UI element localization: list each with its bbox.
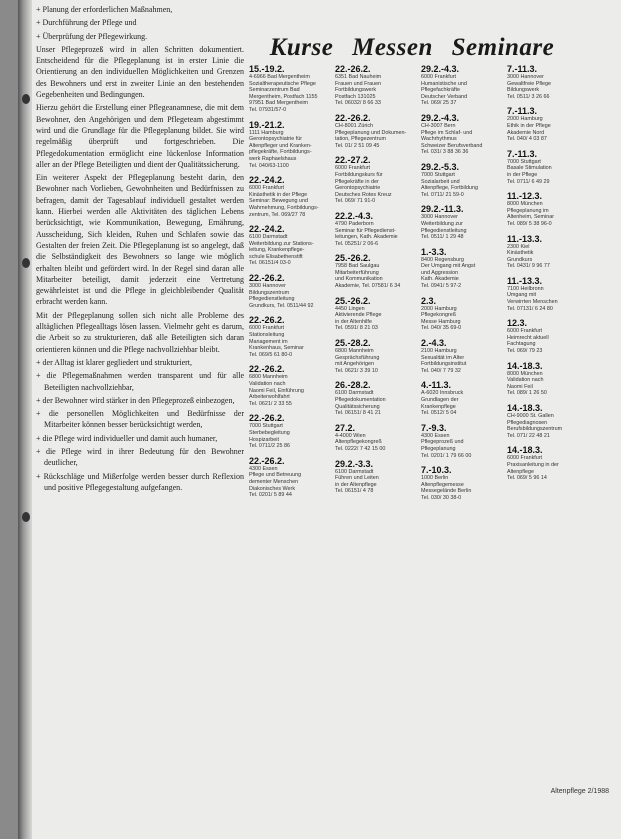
event-entry (335, 253, 417, 289)
event-detail-line: 8000 München (507, 201, 543, 208)
event-detail-line: mit Angehörigen (335, 361, 374, 368)
event-detail-line: Stationsleitung (249, 332, 285, 339)
event-date: 7.-11.3. (507, 106, 538, 117)
event-date: 11.-13.3. (507, 233, 543, 244)
event-detail-line: Wahrnehmung, Fortbildungs- (249, 204, 319, 211)
event-detail-line: 1000 Berlin (421, 475, 449, 482)
event-detail-line: Gesprächsführung (335, 354, 380, 361)
listing-column (421, 64, 503, 774)
event-detail-line: Pflegeplanung im (507, 207, 549, 214)
event-entry (249, 64, 331, 114)
event-detail-line: Tel. 0511/ 3 26 66 (507, 93, 550, 100)
event-detail-line: Naomi Feil (507, 383, 533, 390)
event-date: 27.2. (335, 422, 356, 433)
event-detail-line: Grundkurs, Tel. 0511/44 92 (249, 302, 314, 309)
event-detail-line: Mergentheim, Postfach 1155 (249, 93, 318, 100)
event-detail-line: Humanistische und (421, 80, 467, 87)
event-date: 7.-11.3. (507, 64, 538, 74)
event-detail-line: Umgang mit (507, 292, 537, 299)
event-detail-line: Tel. 0512/ 5 04 (421, 410, 457, 417)
event-date: 25.-26.2. (335, 253, 371, 264)
event-detail-line: 2300 Kiel (507, 243, 530, 250)
event-detail-line: Management im (249, 338, 288, 345)
event-date: 11.-13.3. (507, 275, 543, 286)
event-date: 14.-18.3. (507, 445, 543, 456)
article-bullet: + die Pflegemaßnahmen werden transparent und für alle Beteiligten nachvollziehbar, (36, 370, 244, 393)
event-detail-line: Tel. 031/ 3 88 36 36 (421, 149, 469, 156)
article-bullet: + die personellen Möglichkeiten und Bedürfnisse der Mitarbeiter können besser berücksichtigt werden, (36, 408, 244, 431)
event-entry (421, 338, 503, 374)
event-entry (335, 338, 417, 374)
event-detail-line: 6000 Frankfurt (421, 74, 457, 80)
event-detail-line: Seminar für Pflegedienst- (335, 227, 396, 234)
event-detail-line: Tel. 0511/ 1 29 48 (421, 234, 464, 241)
event-detail-line: 6100 Darmstadt (249, 234, 288, 241)
event-detail-line: Frauen und Frauen (335, 80, 382, 87)
event-detail-line: leitungen, Kath. Akademie (335, 234, 398, 241)
event-detail-line: Postfach 131025 (335, 93, 376, 100)
event-detail-line: Tel. 0431/ 9 96 77 (507, 263, 550, 270)
event-detail-line: Tel. 06151/ 8 41 21 (335, 410, 381, 417)
event-date: 11.-12.3. (507, 191, 543, 202)
event-date: 22.-27.2. (335, 155, 371, 166)
event-detail-line: 6800 Mannheim (335, 348, 374, 355)
event-detail-line: in der Altenhilfe (335, 318, 372, 325)
event-entry (335, 113, 417, 149)
event-date: 7.-11.3. (507, 148, 538, 159)
event-detail-line: Tel. 07931/57-0 (249, 106, 287, 113)
event-detail-line: 4-6966 Bad Mergentheim (249, 74, 310, 80)
event-detail-line: in der Pflege (507, 171, 538, 178)
event-detail-line: Tel. 06151/4 03-0 (249, 260, 291, 267)
event-entry (421, 423, 503, 459)
event-detail-line: Altenpflegemesse (421, 481, 464, 488)
event-detail-line: CH-9000 St. Gallen (507, 413, 554, 419)
event-date: 1.-3.3. (421, 246, 447, 257)
event-date: 22.-24.2. (249, 224, 285, 235)
event-detail-line: Sozialarbeit und (421, 178, 460, 185)
event-detail-line: Heimrecht aktuell (507, 334, 549, 341)
event-detail-line: Tel. 069/ 79 23 (507, 348, 543, 355)
event-detail-line: schule Elisabethenstift (249, 253, 303, 260)
event-date: 25.-26.2. (335, 295, 371, 306)
event-date: 26.-28.2. (335, 380, 371, 391)
event-entry (421, 296, 503, 332)
event-date: 25.-28.2. (335, 338, 371, 349)
event-entry (421, 162, 503, 198)
event-detail-line: Tel. 0201/ 5 89 44 (249, 492, 292, 499)
event-date: 7.-10.3. (421, 465, 452, 476)
event-detail-line: Grundlagen der (421, 397, 459, 403)
event-entry (335, 155, 417, 205)
event-entry (335, 211, 417, 247)
event-detail-line: Tel. 069/ 25 37 (421, 100, 457, 107)
event-detail-line: Pflegedokumentation (335, 397, 386, 403)
event-detail-line: 6000 Frankfurt (249, 185, 285, 192)
event-date: 22.-26.2. (249, 413, 285, 424)
event-detail-line: 4-4000 Wien (335, 432, 366, 439)
event-date: 29.2.-4.3. (421, 64, 460, 74)
event-detail-line: 6100 Darmstadt (335, 390, 374, 397)
event-detail-line: Sexualität im Alter (421, 354, 465, 361)
event-detail-line: Bildungswerk (507, 87, 540, 94)
event-date: 2.3. (421, 295, 437, 306)
event-date: 4.-11.3. (421, 380, 452, 391)
event-detail-line: Tel. 030/ 30 38-0 (421, 494, 462, 501)
article-paragraph: Unser Pflegeprozeß wird in allen Schritten dokumentiert. Entscheidend für die Pflegeplanung ist in erster Linie die Orientierung an den individuellen Möglichkeiten und Grenzen des Bewohners und erst in zweiter Linie an den bestehenden Gegebenheiten und Bedingungen. (36, 44, 244, 100)
event-detail-line: Deutscher Verband (421, 93, 468, 100)
event-detail-line: in der Altenpflege (335, 481, 377, 488)
event-detail-line: leitung, Krankenpflege- (249, 247, 305, 254)
event-detail-line: Tel. 069/ 71 91-0 (335, 198, 376, 205)
event-detail-line: Tel. 089/ 1 26 50 (507, 390, 547, 397)
event-detail-line: zentrum, Tel. 069/27 78 (249, 211, 306, 218)
event-date: 22.-26.2. (249, 455, 285, 466)
event-detail-line: 6100 Darmstadt (335, 468, 374, 475)
event-detail-line: 6000 Frankfurt (249, 325, 285, 332)
article-bullet: + Überprüfung der Pflegewirkung. (36, 31, 244, 42)
event-detail-line: Berufsbildungszentrum (507, 426, 563, 433)
article-bullet: + Durchführung der Pflege und (36, 17, 244, 28)
event-detail-line: 8000 München (507, 370, 543, 377)
event-detail-line: 7000 Stuttgart (507, 158, 541, 165)
event-entry (249, 315, 331, 358)
event-detail-line: Verwirrten Menschen (507, 299, 558, 306)
event-entry (421, 64, 503, 107)
event-detail-line: Tel. 06151/ 4 78 (335, 488, 374, 495)
article-bullet: + die Pflege wird individueller und damit auch humaner, (36, 433, 244, 444)
event-entry (507, 445, 589, 481)
event-date: 22.-26.2. (249, 273, 285, 284)
event-entry (507, 106, 589, 142)
event-detail-line: 2000 Hamburg (507, 116, 543, 123)
event-detail-line: 3000 Hannover (421, 214, 458, 221)
article-bullet: + Planung der erforderlichen Maßnahmen, (36, 4, 244, 15)
event-detail-line: Krankenpflege (421, 403, 456, 410)
event-date: 22.-24.2. (249, 175, 285, 186)
event-detail-line: Pflege und Betreuung (249, 472, 302, 479)
event-detail-line: Fortbildungswerk (335, 87, 377, 94)
event-entry (249, 456, 331, 499)
event-entry (249, 364, 331, 407)
event-date: 29.2.-5.3. (421, 161, 460, 172)
event-entry (249, 224, 331, 267)
event-detail-line: Praxisanleitung in der (507, 461, 559, 468)
event-detail-line: Ethik in der Pflege (507, 122, 551, 129)
article-bullet: + der Alltag ist klarer gegliedert und strukturiert, (36, 357, 244, 368)
event-detail-line: 6351 Bad Nauheim (335, 74, 382, 80)
event-detail-line: Tel. 0201/ 1 79 66 00 (421, 452, 472, 459)
event-date: 22.-26.2. (335, 112, 371, 123)
event-date: 22.-26.2. (335, 64, 371, 74)
event-date: 29.2.-4.3. (421, 112, 460, 123)
event-date: 2.-4.3. (421, 338, 447, 349)
event-date: 7.-9.3. (421, 422, 447, 433)
event-detail-line: Pflegedienstleitung (421, 227, 467, 234)
event-detail-line: Aktivierende Pflege (335, 312, 382, 319)
event-detail-line: dementer Menschen (249, 478, 299, 485)
event-detail-line: Mitarbeiterführung (335, 269, 379, 276)
event-detail-line: Grundkurs (507, 256, 533, 263)
event-detail-line: Diakonisches Werk (249, 485, 296, 492)
article-bullet: + die Pflege wird in ihrer Bedeutung für den Bewohner deutlicher, (36, 446, 244, 469)
event-detail-line: Altenheim, Seminar (507, 214, 555, 221)
event-detail-line: Pflegeplanung (421, 445, 456, 452)
event-detail-line: Fortbildungskurs für (335, 171, 383, 178)
event-detail-line: Tel. 089/ 5 38 96-0 (507, 220, 552, 227)
event-detail-line: und Kommunikation (335, 276, 383, 283)
event-detail-line: Sozialtherapeutische Pflege (249, 80, 316, 87)
event-detail-line: Kinästhetik in der Pflege (249, 191, 308, 198)
event-entry (421, 113, 503, 156)
event-entry (335, 296, 417, 332)
event-date: 15.-19.2. (249, 64, 285, 74)
event-detail-line: Pflegekongreß (421, 312, 457, 319)
event-detail-line: Tel. 069/ 5 96 14 (507, 475, 547, 482)
event-entry (249, 120, 331, 170)
event-detail-line: Pflegediagnosen (507, 419, 548, 426)
event-entry (335, 64, 417, 107)
event-detail-line: Akademie, Tel. 07581/ 6 34 (335, 283, 401, 290)
event-detail-line: Akademie Nord (507, 129, 545, 136)
event-date: 29.2.-3.3. (335, 458, 374, 469)
event-detail-line: Fachtagung (507, 341, 536, 348)
event-entry (507, 403, 589, 439)
event-entry (335, 380, 417, 416)
event-detail-line: Bildungszentrum (249, 289, 290, 296)
event-detail-line: Basale Stimulation (507, 165, 552, 172)
event-detail-line: 4450 Lingen (335, 305, 365, 312)
event-entry (421, 380, 503, 416)
event-detail-line: Führen und Leiten (335, 475, 379, 482)
event-detail-line: CH-8001 Zürich (335, 122, 374, 129)
event-detail-line: Gerontopsychiatrie (335, 185, 381, 192)
event-entry (421, 465, 503, 501)
event-detail-line: 4300 Essen (249, 465, 278, 472)
event-detail-line: Wachrhythmus (421, 136, 457, 143)
event-detail-line: Messe Hamburg (421, 318, 461, 325)
event-entry (507, 64, 589, 100)
event-detail-line: Qualitätssicherung (335, 403, 380, 410)
event-entry (507, 361, 589, 397)
event-detail-line: 1111 Hamburg (249, 129, 284, 136)
article-bullet: + der Bewohner wird stärker in den Pflegeprozeß einbezogen, (36, 395, 244, 406)
event-detail-line: 97951 Bad Mergentheim (249, 100, 309, 107)
event-entry (249, 413, 331, 449)
event-entry (507, 191, 589, 227)
event-detail-line: Tel. 01/ 2 51 09 45 (335, 142, 380, 149)
event-detail-line: Tel. 069/5 61 80-0 (249, 351, 293, 358)
event-detail-line: Weiterbildung zur (421, 220, 463, 227)
event-detail-line: Tel. 0711/ 21 59-0 (421, 191, 464, 198)
section-title: Kurse Messen Seminare (269, 34, 555, 61)
event-date: 14.-18.3. (507, 360, 543, 371)
article-paragraph: Mit der Pflegeplanung sollen sich nicht alle Probleme des alltäglichen Pflegealltags lösen lassen. Vielmehr geht es darum, die Arbeit so zu strukturieren, daß alle Beteiligten sich daran orientieren können und die Pflege nachvollziehbar bleibt. (36, 310, 244, 354)
listing-column (249, 64, 331, 774)
event-detail-line: tation, Pflegezentrum (335, 136, 386, 143)
event-entry (335, 459, 417, 495)
event-entry (507, 234, 589, 270)
event-detail-line: Gerontopsychiatrie für (249, 136, 303, 143)
event-detail-line: 2000 Hamburg (421, 305, 457, 312)
event-detail-line: Tel. 07131/ 6 24 80 (507, 305, 553, 312)
event-detail-line: 6000 Frankfurt (335, 165, 371, 172)
event-detail-line: Tel. 040/ 4 03 87 (507, 136, 547, 143)
event-detail-line: 4790 Paderborn (335, 220, 374, 227)
event-detail-line: Tel. 040/63-1100 (249, 162, 289, 169)
event-detail-line: Der Umgang mit Angst (421, 263, 476, 270)
event-entry (507, 276, 589, 312)
event-date: 29.2.-11.3. (421, 204, 464, 215)
event-detail-line: 7000 Stuttgart (421, 171, 455, 178)
event-detail-line: Tel. 040/ 7 79 32 (421, 367, 461, 374)
event-entry (249, 175, 331, 218)
event-detail-line: 8400 Regensburg (421, 256, 464, 263)
punch-hole (22, 94, 30, 104)
event-detail-line: Gewaltfreie Pflege (507, 80, 552, 87)
event-detail-line: Validation nach (249, 381, 286, 387)
page-footer: Altenpflege 2/1988 (550, 788, 609, 795)
event-entry (507, 149, 589, 185)
event-detail-line: Fortbildungsinstitut (421, 361, 467, 368)
event-detail-line: Tel. 0711/ 6 49 29 (507, 178, 550, 185)
event-listing-grid (249, 64, 589, 774)
event-detail-line: 6000 Frankfurt (507, 455, 543, 462)
event-detail-line: Tel. 05251/ 2 06-6 (335, 240, 379, 247)
event-date: 22.-26.2. (249, 364, 285, 375)
event-detail-line: Deutsches Rotes Kreuz (335, 191, 392, 198)
event-entry (507, 318, 589, 354)
article-paragraph: Hierzu gehört die Erstellung einer Pflegeanamnese, die mit dem Bewohner, den Angehörigen und dem Pflegeteam abgestimmt wird und die Grundlage für die Pflegeplanung bildet. Sie wird regelmäßig überprüft und fortgeschrieben. Die Pflegedokumentation ermöglicht eine lückenlose Information aller an der Pflege Beteiligten und dient der Qualitätssicherung. (36, 103, 244, 169)
event-detail-line: Schweizer Berufsverband (421, 142, 483, 149)
event-detail-line: A-6020 Innsbruck (421, 390, 464, 397)
article-paragraph: Ein weiterer Aspekt der Pflegeplanung besteht darin, den Bewohner nach Vorlieben, Gewohnheiten und Bedürfnissen zu befragen, damit der Tagesablauf individuell gestaltet werden kann. Hierbei werden alle Aktivitäten des täglichen Lebens berücksichtigt, wie Kommunikation, Bewegung, Ernährung, Ausscheidung, Sich kleiden, Ruhen und Schlafen sowie das Gestalten der freien Zeit. Die Pflegeplanung ist so angelegt, daß die Selbständigkeit des Bewohners so lange wie möglich erhalten bleibt und gefördert wird. In der Regel sind daran alle Mitarbeiter beteiligt, damit jederzeit eine Vertretung gewährleistet ist und die Pflege in gleichbleibender Qualität erbracht werden kann. (36, 173, 244, 307)
article-text-column (36, 4, 244, 495)
event-detail-line: Messegelände Berlin (421, 488, 472, 495)
punch-hole (22, 258, 30, 268)
event-detail-line: Kath. Akademie (421, 276, 459, 283)
event-detail-line: Pflegedienstleitung (249, 296, 295, 303)
event-detail-line: 6000 Frankfurt (507, 328, 543, 335)
event-detail-line: Tel. 071/ 22 48 21 (507, 432, 550, 439)
page-fold (18, 0, 32, 839)
event-detail-line: Validation nach (507, 377, 544, 384)
event-detail-line: Pflegefachkräfte (421, 87, 460, 94)
event-date: 19.-21.2. (249, 119, 285, 130)
event-date: 22.2.-4.3. (335, 210, 374, 221)
event-entry (421, 247, 503, 290)
event-detail-line: werk Raphaelshaus (249, 155, 297, 162)
event-detail-line: Naomi Feil, Einführung (249, 387, 304, 394)
event-detail-line: Altenpfleger und Kranken- (249, 142, 312, 149)
event-detail-line: 4300 Essen (421, 432, 450, 439)
event-detail-line: Hospizarbeit (249, 436, 279, 443)
event-detail-line: Tel. 0711/2 25 86 (249, 443, 290, 450)
article-bullet: + Rückschläge und Mißerfolge werden besser durch Reflexion und positive Pflegegestaltung aufgefangen. (36, 471, 244, 494)
event-detail-line: Krankenhaus, Seminar (249, 345, 304, 352)
event-detail-line: Pflegeprozeß und (421, 439, 464, 446)
event-detail-line: 7100 Heilbronn (507, 285, 544, 292)
event-detail-line: Pflege im Schlaf- und (421, 129, 473, 136)
event-entry (249, 273, 331, 309)
event-detail-line: Tel. 0222/ 7 42 15 00 (335, 445, 386, 452)
event-detail-line: Arbeiterwohlfahrt (249, 394, 290, 401)
event-detail-line: Altenpflege (507, 468, 534, 475)
event-detail-line: 2100 Hamburg (421, 348, 457, 355)
event-detail-line: und Aggression (421, 269, 459, 276)
event-detail-line: Pflegeplanung und Dokumen- (335, 129, 407, 136)
event-detail-line: Altenpflege, Fortbildung (421, 185, 478, 192)
event-date: 12.3. (507, 318, 528, 329)
event-detail-line: Sterbebegleitung (249, 429, 290, 436)
punch-hole (22, 512, 30, 522)
listing-column (507, 64, 589, 774)
event-detail-line: Altenpflegekongreß (335, 439, 382, 446)
event-detail-line: 3000 Hannover (507, 74, 544, 80)
event-date: 22.-26.2. (249, 315, 285, 326)
event-detail-line: Pflegekräfte in der (335, 178, 379, 185)
event-detail-line: Weiterbildung zur Stations- (249, 240, 314, 247)
event-entry (421, 204, 503, 240)
event-detail-line: Seminarzentrum Bad (249, 87, 300, 94)
event-detail-line: CH-3007 Bern (421, 122, 456, 129)
event-detail-line: Tel. 040/ 35 69-0 (421, 325, 462, 332)
event-date: 14.-18.3. (507, 403, 543, 413)
event-detail-line: Tel. 0621/ 2 33 55 (249, 400, 292, 407)
event-detail-line: 3000 Hannover (249, 283, 286, 290)
event-detail-line: 7958 Bad Saulgau (335, 263, 380, 270)
event-detail-line: Kinästhetik (507, 250, 534, 257)
event-entry (335, 423, 417, 453)
event-detail-line: Tel. 0941/ 5 97-2 (421, 283, 462, 290)
event-detail-line: Seminar: Bewegung und (249, 198, 309, 205)
event-detail-line: pflegekräfte, Fortbildungs- (249, 149, 312, 156)
event-detail-line: Tel. 0621/ 3 39 10 (335, 367, 378, 374)
event-detail-line: 7000 Stuttgart (249, 423, 283, 430)
event-detail-line: Tel. 06032/ 8 66 33 (335, 100, 381, 107)
event-detail-line: Tel. 0591/ 8 21 03 (335, 325, 378, 332)
listing-column (335, 64, 417, 774)
event-detail-line: 6800 Mannheim (249, 374, 288, 381)
